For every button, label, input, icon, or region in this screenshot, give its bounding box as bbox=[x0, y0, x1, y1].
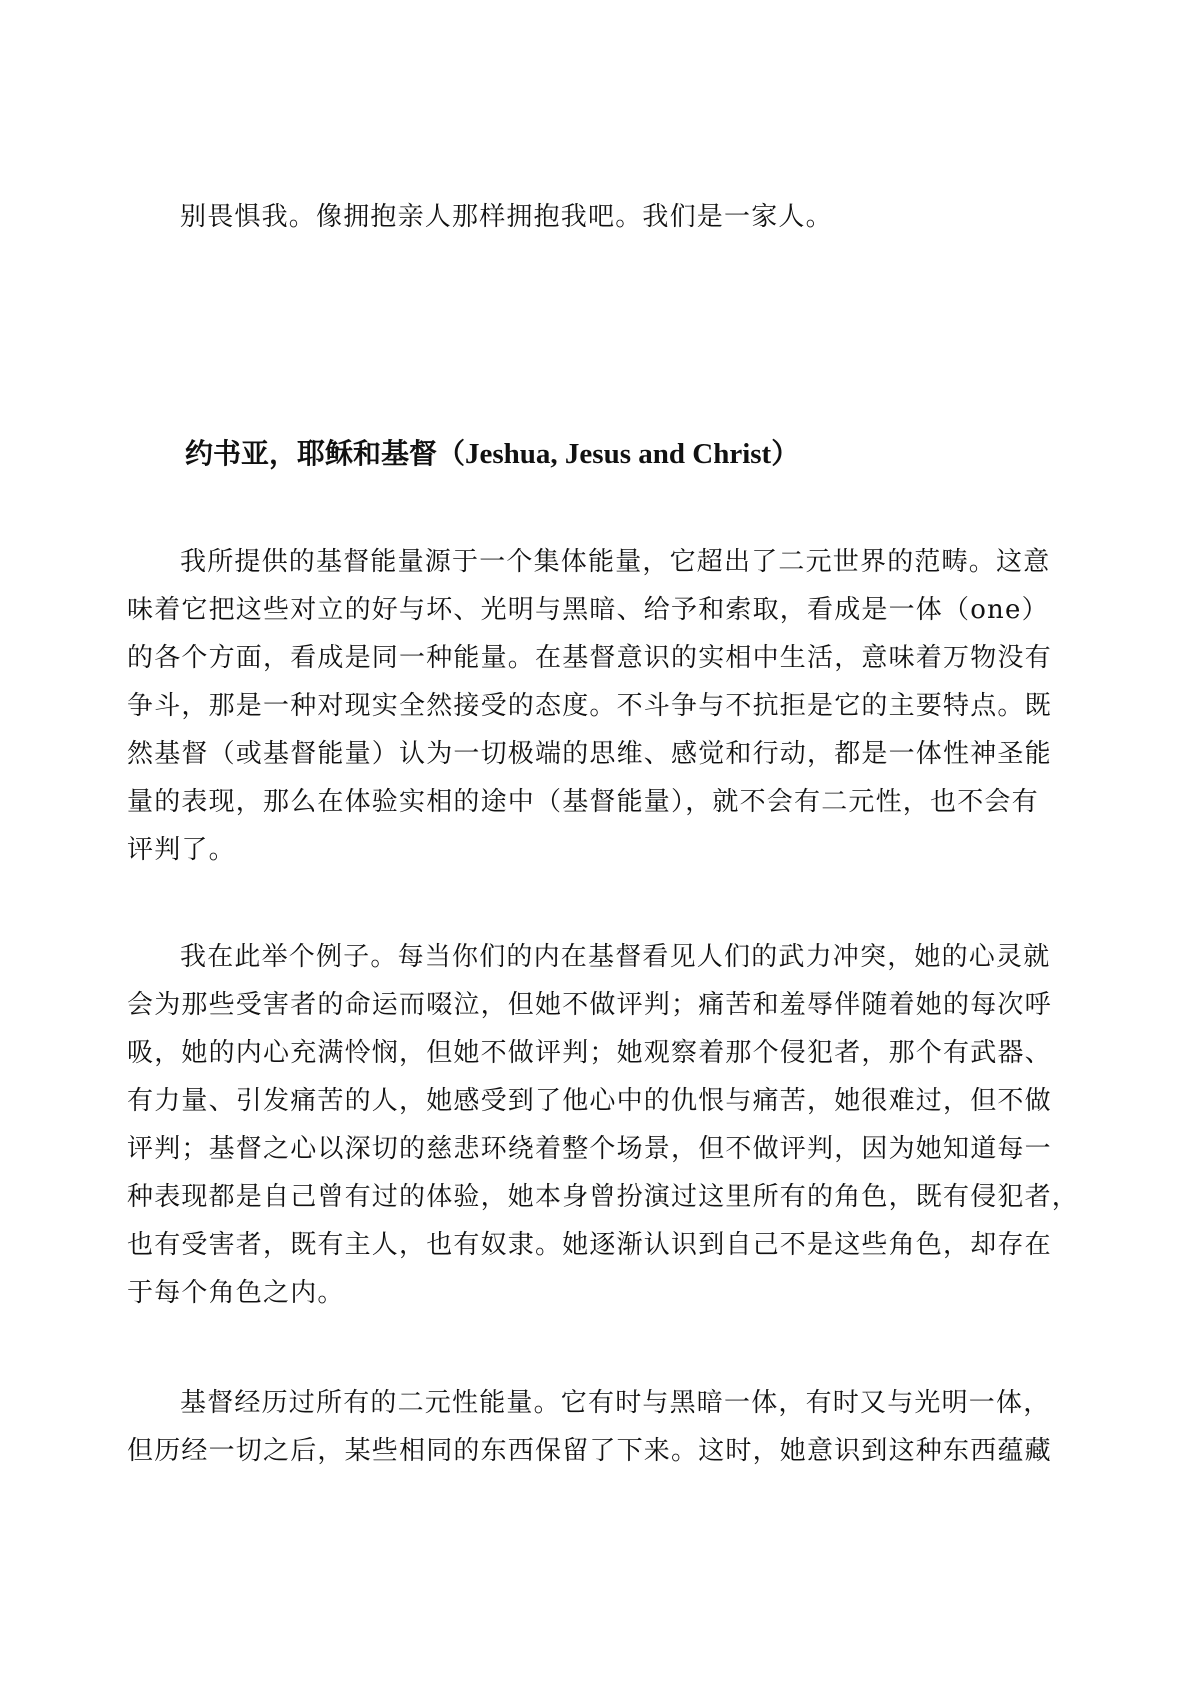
paragraph-line: 量的表现，那么在体验实相的途中（基督能量），就不会有二元性，也不会有 bbox=[127, 787, 1039, 817]
opening-line: 别畏惧我。像拥抱亲人那样拥抱我吧。我们是一家人。 bbox=[180, 202, 833, 232]
paragraph-line: 争斗，那是一种对现实全然接受的态度。不斗争与不抗拒是它的主要特点。既 bbox=[127, 691, 1052, 721]
paragraph-line: 会为那些受害者的命运而啜泣，但她不做评判；痛苦和羞辱伴随着她的每次呼 bbox=[127, 990, 1052, 1020]
paragraph-line: 有力量、引发痛苦的人，她感受到了他心中的仇恨与痛苦，她很难过，但不做 bbox=[127, 1086, 1052, 1116]
paragraph-line: 吸，她的内心充满怜悯，但她不做评判；她观察着那个侵犯者，那个有武器、 bbox=[127, 1038, 1052, 1068]
paragraph-line: 评判；基督之心以深切的慈悲环绕着整个场景，但不做评判，因为她知道每一 bbox=[127, 1134, 1052, 1164]
section-heading-latin: Jeshua, Jesus and Christ bbox=[465, 438, 772, 470]
section-heading-close: ） bbox=[771, 437, 800, 470]
paragraph-line: 也有受害者，既有主人，也有奴隶。她逐渐认识到自己不是这些角色，却存在 bbox=[127, 1230, 1052, 1260]
section-heading-cjk: 约书亚，耶稣和基督（ bbox=[185, 437, 466, 470]
paragraph-line: 但历经一切之后，某些相同的东西保留了下来。这时，她意识到这种东西蕴藏 bbox=[127, 1436, 1052, 1466]
paragraph-line: 我所提供的基督能量源于一个集体能量，它超出了二元世界的范畴。这意 bbox=[180, 547, 1051, 577]
paragraph-line: 基督经历过所有的二元性能量。它有时与黑暗一体，有时又与光明一体， bbox=[180, 1388, 1051, 1418]
paragraph-line: 评判了。 bbox=[127, 835, 236, 865]
paragraph-line: 于每个角色之内。 bbox=[127, 1278, 345, 1308]
paragraph-line: 味着它把这些对立的好与坏、光明与黑暗、给予和索取，看成是一体（one） bbox=[127, 595, 1049, 625]
section-heading bbox=[185, 432, 799, 472]
paragraph-line: 然基督（或基督能量）认为一切极端的思维、感觉和行动，都是一体性神圣能 bbox=[127, 739, 1052, 769]
paragraph-line: 种表现都是自己曾有过的体验，她本身曾扮演过这里所有的角色，既有侵犯者， bbox=[127, 1182, 1080, 1212]
paragraph-line: 我在此举个例子。每当你们的内在基督看见人们的武力冲突，她的心灵就 bbox=[180, 942, 1051, 972]
paragraph-line: 的各个方面，看成是同一种能量。在基督意识的实相中生活，意味着万物没有 bbox=[127, 643, 1052, 673]
